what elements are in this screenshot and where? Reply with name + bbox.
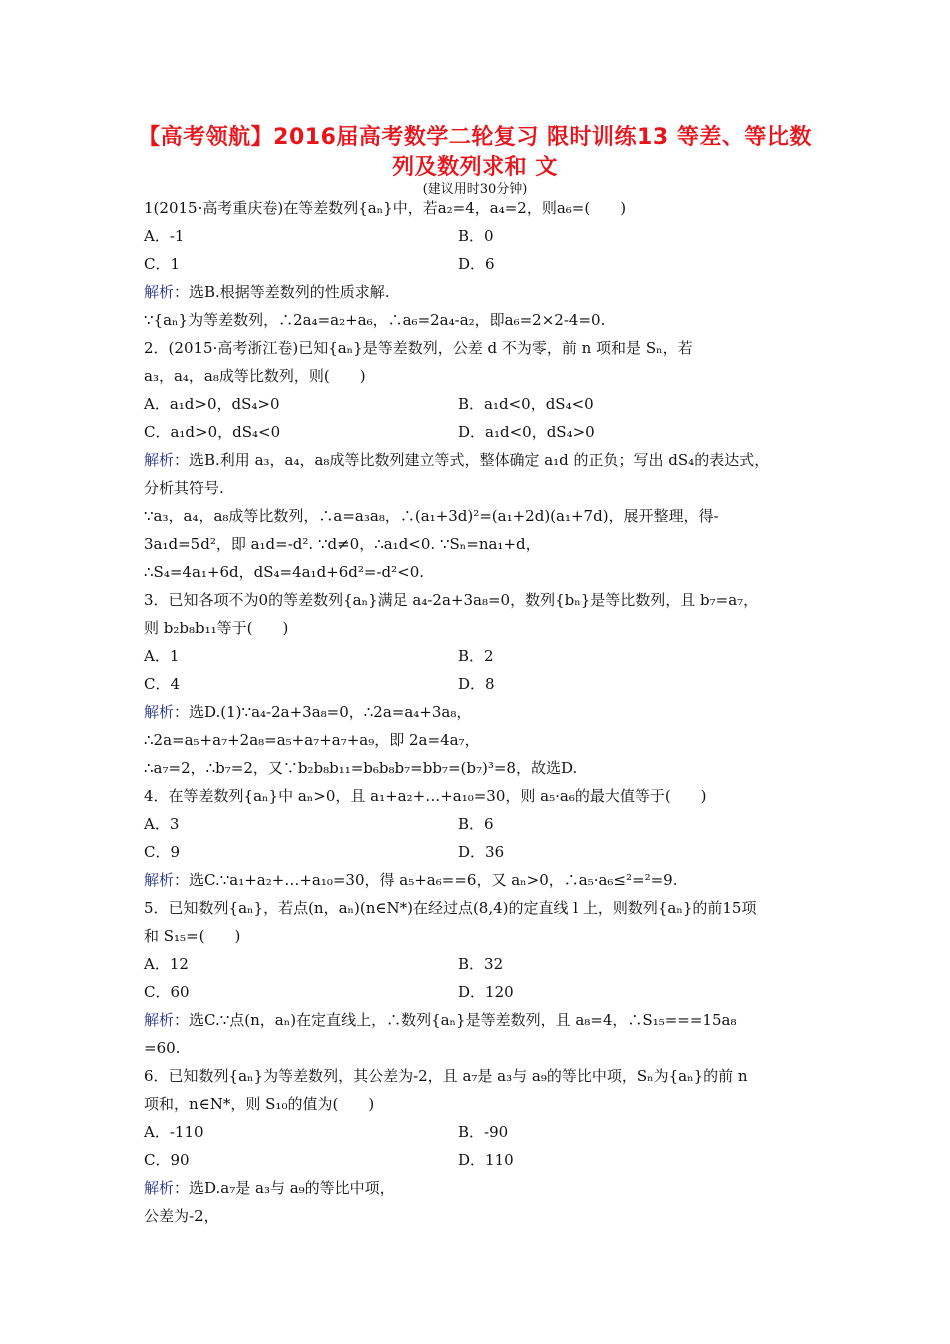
option-4a: A．3 [144, 815, 180, 833]
option-5c: C．60 [144, 983, 190, 1001]
option-4d: D．36 [458, 843, 505, 861]
option-6d: D．110 [458, 1151, 514, 1169]
question-5-line-1: 5．已知数列{aₙ}，若点(n，aₙ)(n∈N*)在经过点(8,4)的定直线 l 上，则数列{aₙ}的前15项 [144, 899, 757, 917]
solution-3-line-2: ∴a₇=2，∴b₇=2，又∵b₂b₈b₁₁=b₆b₈b₇=bb₇=(b₇)³=8，故选D. [144, 759, 578, 777]
answer-3: 解析：选D.(1)∵a₄-2a+3a₈=0，∴2a=a₄+3a₈， [144, 703, 472, 721]
answer-5: 解析：选C.∵点(n，aₙ)在定直线上，∴数列{aₙ}是等差数列，且 a₈=4，∴S₁₅===15a₈ [144, 1011, 737, 1029]
question-1: 1(2015·高考重庆卷)在等差数列{aₙ}中，若a₂=4，a₄=2，则a₆=( ) [144, 199, 627, 217]
suggested-time: (建议用时30分钟) [422, 182, 528, 197]
solution-1: ∵{aₙ}为等差数列，∴2a₄=a₂+a₆，∴a₆=2a₄-a₂，即a₆=2×2-4=0. [144, 311, 606, 329]
option-6b: B．-90 [458, 1123, 509, 1141]
answer-1: 解析：选B.根据等差数列的性质求解. [144, 283, 390, 301]
answer-2-cont: 分析其符号. [144, 479, 224, 497]
solution-5: =60. [144, 1039, 181, 1057]
analysis-label: 解析 [144, 703, 175, 721]
option-5b: B．32 [458, 955, 504, 973]
solution-3-line-1: ∴2a=a₅+a₇+2a₈=a₅+a₇+a₇+a₉，即 2a=4a₇， [144, 731, 480, 749]
solution-2-line-3: ∴S₄=4a₁+6d，dS₄=4a₁d+6d²=-d²<0. [144, 563, 425, 581]
analysis-label: 解析 [144, 451, 175, 469]
option-5a: A．12 [144, 955, 189, 973]
question-2-line-1: 2．(2015·高考浙江卷)已知{aₙ}是等差数列，公差 d 不为零，前 n 项和是 Sₙ，若 [144, 339, 693, 357]
option-3a: A．1 [144, 647, 180, 665]
option-5d: D．120 [458, 983, 514, 1001]
question-4: 4．在等差数列{aₙ}中 aₙ>0，且 a₁+a₂+…+a₁₀=30，则 a₅·a₆的最大值等于( ) [144, 787, 707, 805]
question-6-line-2: 项和，n∈N*，则 S₁₀的值为( ) [144, 1095, 375, 1113]
option-6a: A．-110 [144, 1123, 204, 1141]
question-2-line-2: a₃，a₄，a₈成等比数列，则( ) [144, 367, 366, 385]
solution-2-line-2: 3a₁d=5d²，即 a₁d=-d². ∵d≠0，∴a₁d<0. ∵Sₙ=na₁+d， [144, 535, 541, 553]
solution-2-line-1: ∵a₃，a₄，a₈成等比数列，∴a=a₃a₈，∴(a₁+3d)²=(a₁+2d)(a₁+7d)，展开整理，得- [144, 507, 719, 525]
option-4b: B．6 [458, 815, 494, 833]
analysis-label: 解析 [144, 871, 175, 889]
question-6-line-1: 6．已知数列{aₙ}为等差数列，其公差为-2，且 a₇是 a₃与 a₉的等比中项，Sₙ为{aₙ}的前 n [144, 1067, 748, 1085]
answer-4: 解析：选C.∵a₁+a₂+…+a₁₀=30，得 a₅+a₆==6，又 aₙ>0，∴a₅·a₆≤²=²=9. [144, 871, 678, 889]
analysis-label: 解析 [144, 1179, 175, 1197]
option-2d: D．a₁d<0，dS₄>0 [458, 423, 595, 441]
option-2b: B．a₁d<0，dS₄<0 [458, 395, 594, 413]
option-2a: A．a₁d>0，dS₄>0 [144, 395, 280, 413]
option-3b: B．2 [458, 647, 494, 665]
option-6c: C．90 [144, 1151, 190, 1169]
option-2c: C．a₁d>0，dS₄<0 [144, 423, 281, 441]
analysis-label: 解析 [144, 283, 175, 301]
option-1c: C．1 [144, 255, 181, 273]
option-1b: B．0 [458, 227, 494, 245]
option-3c: C．4 [144, 675, 181, 693]
question-3-line-2: 则 b₂b₈b₁₁等于( ) [144, 619, 289, 637]
analysis-label: 解析 [144, 1011, 175, 1029]
option-4c: C．9 [144, 843, 181, 861]
answer-6: 解析：选D.a₇是 a₃与 a₉的等比中项， [144, 1179, 395, 1197]
answer-2: 解析：选B.利用 a₃，a₄，a₈成等比数列建立等式，整体确定 a₁d 的正负；写出 dS₄的表达式， [144, 451, 770, 469]
option-1a: A．-1 [144, 227, 185, 245]
page-title-line-2: 列及数列求和 文 [392, 155, 558, 180]
solution-6: 公差为-2， [144, 1207, 219, 1225]
option-1d: D．6 [458, 255, 495, 273]
question-5-line-2: 和 S₁₅=( ) [144, 927, 241, 945]
question-3-line-1: 3．已知各项不为0的等差数列{aₙ}满足 a₄-2a+3a₈=0，数列{bₙ}是等比数列，且 b₇=a₇， [144, 591, 759, 609]
page-title-line-1: 【高考领航】2016届高考数学二轮复习 限时训练13 等差、等比数 [138, 125, 812, 150]
option-3d: D．8 [458, 675, 495, 693]
